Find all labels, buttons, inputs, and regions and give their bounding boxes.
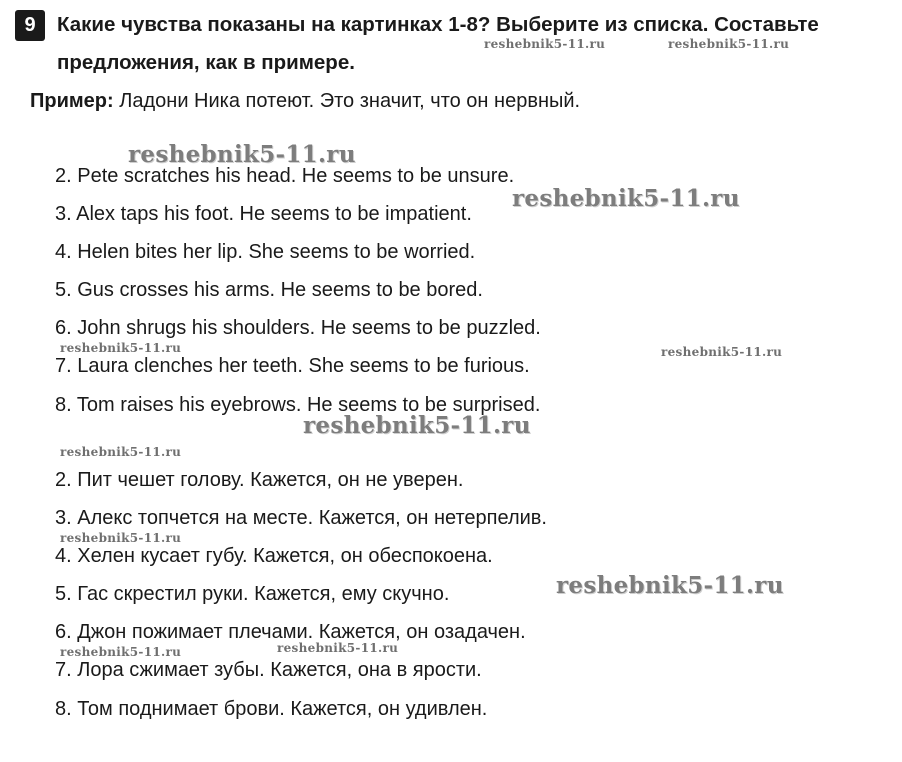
- task-number-badge: 9: [15, 10, 45, 41]
- english-answer-6: 6. John shrugs his shoulders. He seems to be puzzled.: [55, 317, 541, 339]
- example-sentence: [30, 88, 580, 114]
- example-text: Ладони Ника потеют. Это значит, что он нервный.: [113, 90, 581, 112]
- watermark: reshebnik5-11.ru: [60, 645, 182, 659]
- english-answer-7: 7. Laura clenches her teeth. She seems to be furious.: [55, 355, 530, 377]
- english-answer-5: 5. Gus crosses his arms. He seems to be bored.: [55, 279, 483, 301]
- task-instruction-line-1: Какие чувства показаны на картинках 1-8? Выберите из списка. Составьте: [57, 13, 819, 36]
- watermark: reshebnik5-11.ru: [484, 37, 606, 51]
- english-answer-2: 2. Pete scratches his head. He seems to be unsure.: [55, 165, 515, 187]
- watermark: reshebnik5-11.ru: [668, 37, 790, 51]
- watermark: reshebnik5-11.ru: [556, 572, 784, 599]
- example-label: Пример:: [30, 90, 114, 112]
- watermark: reshebnik5-11.ru: [60, 445, 182, 459]
- english-answer-4: 4. Helen bites her lip. She seems to be worried.: [55, 241, 476, 263]
- task-instruction-line-2: предложения, как в примере.: [57, 51, 355, 74]
- watermark: reshebnik5-11.ru: [661, 345, 783, 359]
- watermark: reshebnik5-11.ru: [512, 185, 740, 212]
- russian-answer-5: 5. Гас скрестил руки. Кажется, ему скучно.: [55, 583, 450, 605]
- watermark: reshebnik5-11.ru: [128, 141, 356, 168]
- russian-answer-8: 8. Том поднимает брови. Кажется, он удивлен.: [55, 698, 488, 720]
- english-answer-3: 3. Alex taps his foot. He seems to be impatient.: [55, 203, 472, 225]
- russian-answer-4: 4. Хелен кусает губу. Кажется, он обеспокоена.: [55, 545, 493, 567]
- russian-answer-7: 7. Лора сжимает зубы. Кажется, она в ярости.: [55, 659, 482, 681]
- watermark: reshebnik5-11.ru: [60, 341, 182, 355]
- watermark: reshebnik5-11.ru: [277, 641, 399, 655]
- russian-answer-3: 3. Алекс топчется на месте. Кажется, он нетерпелив.: [55, 507, 547, 529]
- watermark: reshebnik5-11.ru: [60, 531, 182, 545]
- watermark: reshebnik5-11.ru: [303, 412, 531, 439]
- english-answer-8: 8. Tom raises his eyebrows. He seems to be surprised.: [55, 394, 541, 416]
- russian-answer-2: 2. Пит чешет голову. Кажется, он не уверен.: [55, 469, 464, 491]
- russian-answer-6: 6. Джон пожимает плечами. Кажется, он озадачен.: [55, 621, 526, 643]
